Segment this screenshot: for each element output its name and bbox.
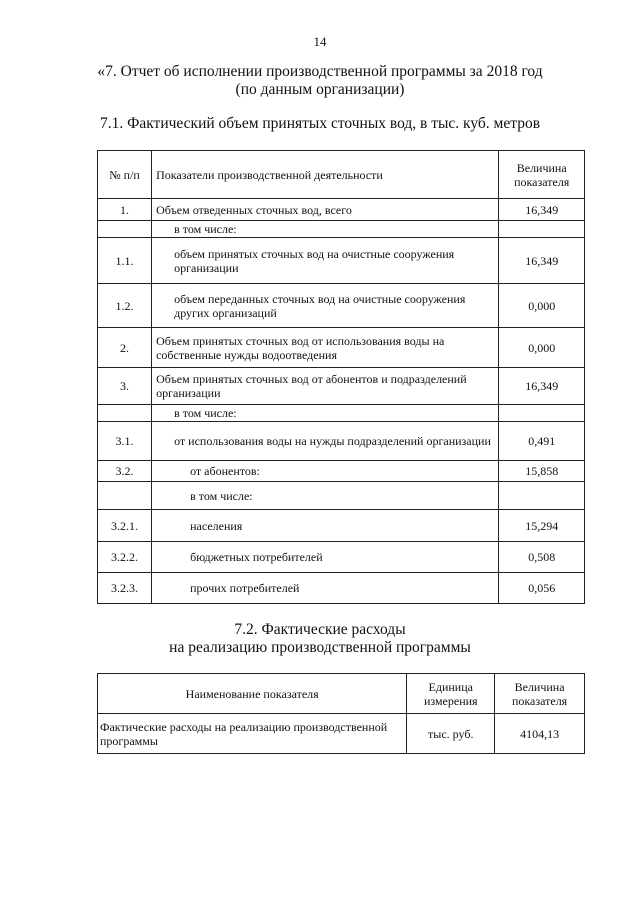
row-value: 0,491 [499, 422, 585, 461]
row-value: 0,000 [499, 328, 585, 368]
row-number: 3.2. [98, 461, 152, 482]
production-expenses-table [97, 673, 585, 754]
subsection-2-title-line-1: 7.2. Фактические расходы [234, 621, 406, 638]
row-number: 1.2. [98, 284, 152, 328]
row-number: 1.1. [98, 238, 152, 284]
table-row [98, 714, 585, 754]
header-value: Величина показателя [495, 674, 585, 714]
row-value [499, 482, 585, 510]
row-value [499, 405, 585, 422]
row-label: от абонентов: [152, 461, 499, 482]
table-row [98, 328, 585, 368]
header-number: № п/п [98, 151, 152, 199]
row-number: 1. [98, 199, 152, 221]
row-value: 0,056 [499, 573, 585, 604]
table-header-row [98, 674, 585, 714]
row-label: населения [152, 510, 499, 542]
row-value: 4104,13 [495, 714, 585, 754]
subsection-2-title-line-2: на реализацию производственной программы [169, 639, 471, 656]
row-label: бюджетных потребителей [152, 542, 499, 573]
row-number: 3.1. [98, 422, 152, 461]
subsection-2-title [0, 621, 640, 657]
row-number: 3.2.1. [98, 510, 152, 542]
row-value [499, 221, 585, 238]
table-row [98, 422, 585, 461]
row-label: объем принятых сточных вод на очистные сооружения организации [152, 238, 499, 284]
table-row [98, 238, 585, 284]
table-row [98, 510, 585, 542]
table-row [98, 405, 585, 422]
table-row [98, 573, 585, 604]
section-title [0, 63, 640, 99]
table-row [98, 368, 585, 405]
header-indicators: Показатели производственной деятельности [152, 151, 499, 199]
table-header-row [98, 151, 585, 199]
row-value: 0,508 [499, 542, 585, 573]
table-row [98, 482, 585, 510]
row-value: 15,858 [499, 461, 585, 482]
table-row [98, 461, 585, 482]
row-value: 16,349 [499, 238, 585, 284]
row-number [98, 221, 152, 238]
wastewater-volume-table [97, 150, 585, 604]
table-row [98, 542, 585, 573]
row-label: Фактические расходы на реализацию производственной программы [98, 714, 407, 754]
row-label: Объем принятых сточных вод от абонентов и подразделений организации [152, 368, 499, 405]
header-unit: Единица измерения [407, 674, 495, 714]
row-number [98, 482, 152, 510]
header-value: Величина показателя [499, 151, 585, 199]
row-label: в том числе: [152, 221, 499, 238]
row-label: в том числе: [152, 482, 499, 510]
row-label: Объем принятых сточных вод от использования воды на собственные нужды водоотведения [152, 328, 499, 368]
row-value: 16,349 [499, 199, 585, 221]
table-row [98, 221, 585, 238]
page-number: 14 [313, 34, 327, 49]
row-number [98, 405, 152, 422]
row-value: 15,294 [499, 510, 585, 542]
table-row [98, 199, 585, 221]
header-indicator-name: Наименование показателя [98, 674, 407, 714]
subsection-1-title: 7.1. Фактический объем принятых сточных вод, в тыс. куб. метров [99, 115, 541, 132]
row-label: от использования воды на нужды подразделений организации [152, 422, 499, 461]
section-title-line-1: «7. Отчет об исполнении производственной программы за 2018 год [97, 63, 543, 80]
row-number: 2. [98, 328, 152, 368]
row-label: объем переданных сточных вод на очистные сооружения других организаций [152, 284, 499, 328]
row-number: 3.2.3. [98, 573, 152, 604]
row-label: прочих потребителей [152, 573, 499, 604]
table-row [98, 284, 585, 328]
row-unit: тыс. руб. [407, 714, 495, 754]
section-title-line-2: (по данным организации) [235, 81, 405, 98]
row-number: 3.2.2. [98, 542, 152, 573]
row-label: в том числе: [152, 405, 499, 422]
row-value: 0,000 [499, 284, 585, 328]
row-value: 16,349 [499, 368, 585, 405]
row-number: 3. [98, 368, 152, 405]
row-label: Объем отведенных сточных вод, всего [152, 199, 499, 221]
